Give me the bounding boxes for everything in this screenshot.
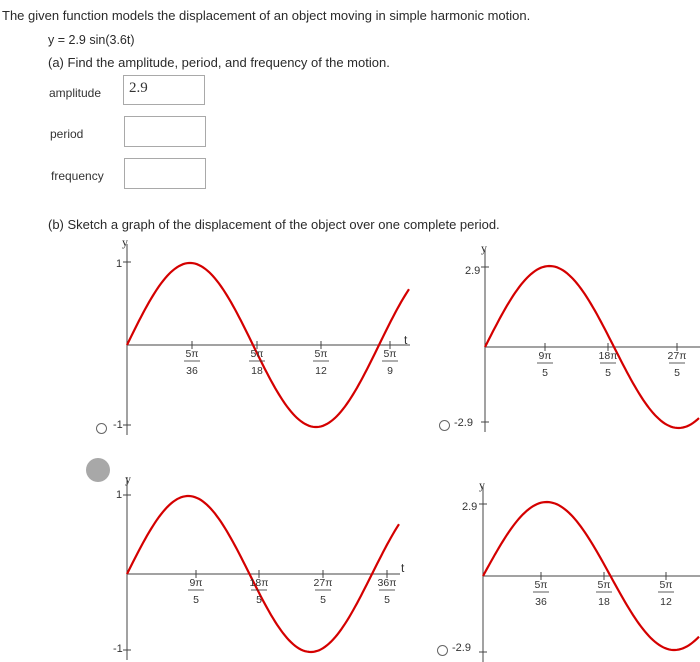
x-tick-numerator: 9π xyxy=(189,577,203,589)
x-tick-denominator: 5 xyxy=(256,594,262,606)
x-tick-numerator: 36π xyxy=(377,577,397,589)
y-bottom-label: -1 xyxy=(113,643,123,655)
period-label: period xyxy=(50,127,84,141)
x-tick-numerator: 5π xyxy=(534,579,548,591)
x-tick-denominator: 36 xyxy=(186,365,198,377)
x-tick-numerator: 5π xyxy=(597,579,611,591)
graph-4-y-axis-label: y xyxy=(479,478,485,492)
question-intro: The given function models the displacement of an object moving in simple harmonic motion. xyxy=(2,8,531,23)
part-b-prompt: (b) Sketch a graph of the displacement of the object over one complete period. xyxy=(48,217,500,232)
y-top-label: 2.9 xyxy=(462,501,478,513)
y-top-label: 1 xyxy=(116,258,123,270)
x-tick-denominator: 5 xyxy=(384,594,390,606)
x-tick-numerator: 5π xyxy=(659,579,673,591)
amplitude-input[interactable]: 2.9 xyxy=(123,75,205,105)
x-tick-numerator: 5π xyxy=(314,348,328,360)
y-top-label: 1 xyxy=(116,489,123,501)
y-bottom-label: -1 xyxy=(113,419,123,431)
graph-2-y-axis-label: y xyxy=(481,241,487,255)
x-tick-denominator: 5 xyxy=(193,594,199,606)
x-tick-denominator: 5 xyxy=(674,367,680,379)
x-tick-denominator: 5 xyxy=(605,367,611,379)
graph-3-y-axis-label: y xyxy=(125,472,131,486)
function-equation: y = 2.9 sin(3.6t) xyxy=(48,33,135,47)
t-axis-label: t xyxy=(401,561,405,575)
y-bottom-label: -2.9 xyxy=(452,642,471,654)
x-tick-numerator: 18π xyxy=(249,577,269,589)
x-tick-denominator: 5 xyxy=(542,367,548,379)
x-tick-numerator: 5π xyxy=(250,348,264,360)
frequency-label: frequency xyxy=(51,169,104,183)
x-tick-numerator: 5π xyxy=(383,348,397,360)
x-tick-denominator: 12 xyxy=(315,365,327,377)
t-axis-label: t xyxy=(404,333,408,347)
x-tick-numerator: 18π xyxy=(598,350,618,362)
amplitude-label: amplitude xyxy=(49,86,102,100)
x-tick-denominator: 12 xyxy=(660,596,672,608)
x-tick-numerator: 5π xyxy=(185,348,199,360)
y-bottom-label: -2.9 xyxy=(454,417,473,429)
part-a-prompt: (a) Find the amplitude, period, and frequency of the motion. xyxy=(48,55,390,70)
x-tick-denominator: 36 xyxy=(535,596,547,608)
x-tick-numerator: 27π xyxy=(313,577,333,589)
x-tick-denominator: 18 xyxy=(598,596,610,608)
x-tick-denominator: 18 xyxy=(251,365,263,377)
y-top-label: 2.9 xyxy=(465,265,481,277)
graph-1-y-axis-label: y xyxy=(122,235,128,249)
x-tick-denominator: 9 xyxy=(387,365,393,377)
x-tick-numerator: 27π xyxy=(667,350,687,362)
x-tick-denominator: 5 xyxy=(320,594,326,606)
x-tick-numerator: 9π xyxy=(538,350,552,362)
